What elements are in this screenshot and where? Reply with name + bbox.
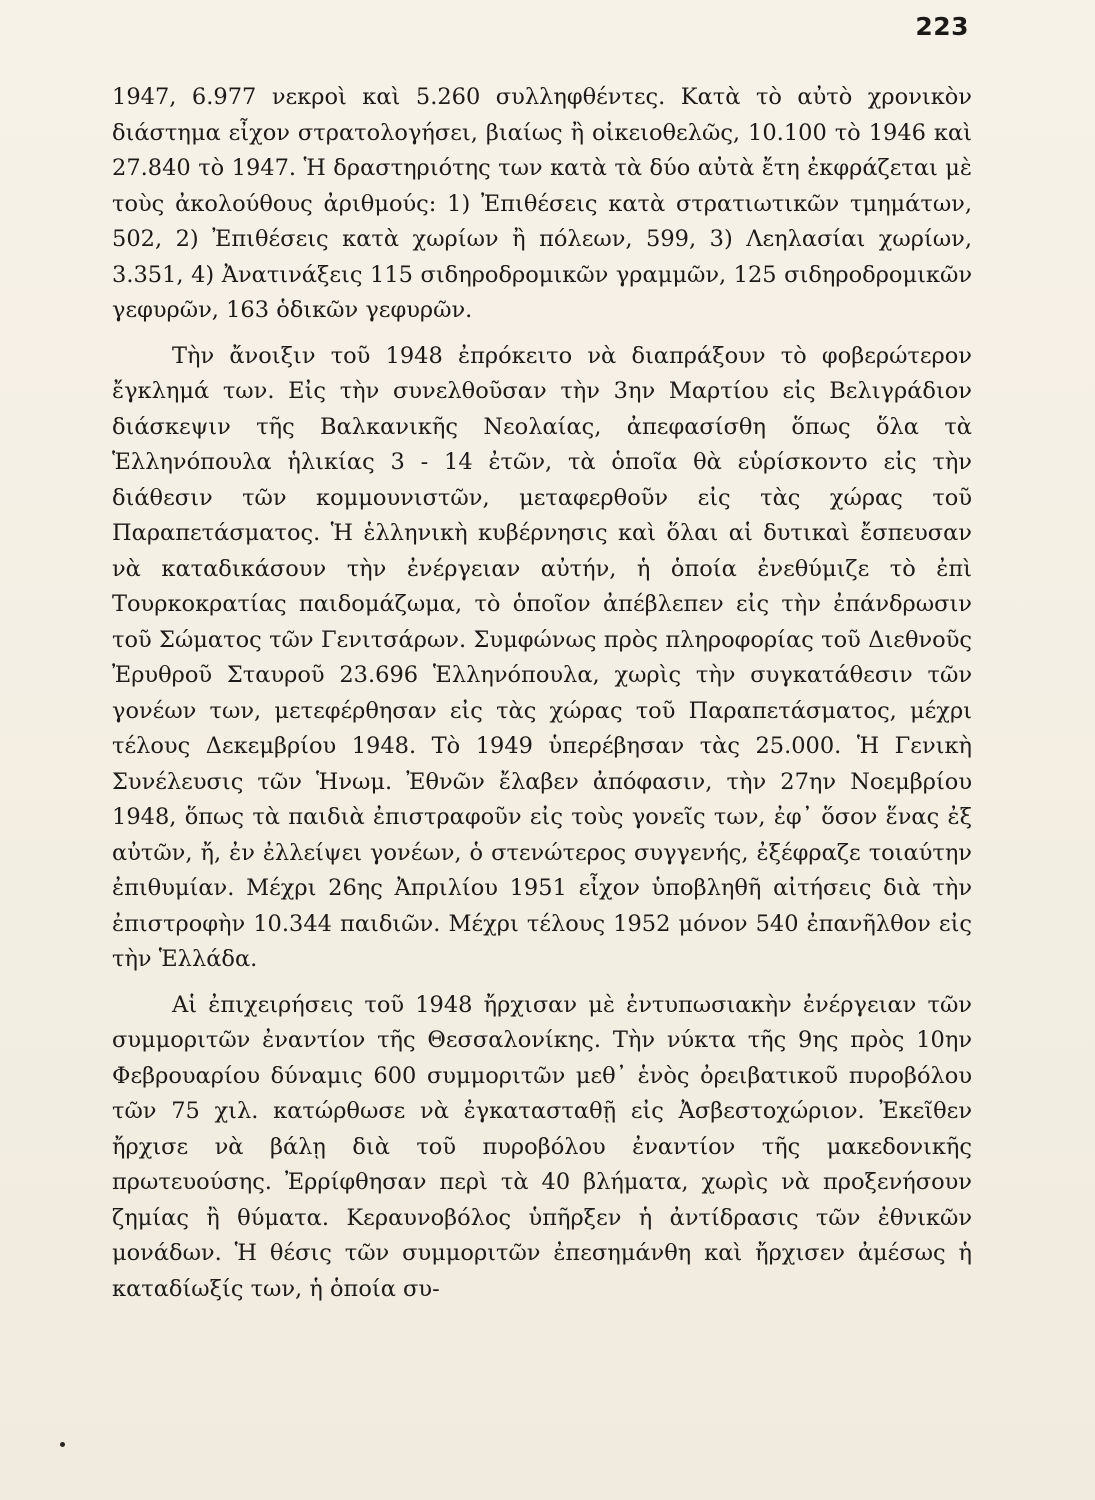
paragraph-children-abduction: Τὴν ἄνοιξιν τοῦ 1948 ἐπρόκειτο νὰ διαπράξουν τὸ φοβερώτερον ἔγκλημά των. Εἰς τὴν συνελθοῦσαν τὴν 3ην Μαρτίου εἰς Βελιγράδιον διάσκεψιν τῆς Βαλκανικῆς Νεολαίας, ἀπεφασίσθη ὅπως ὅλα τὰ Ἑλληνόπουλα ἡλικίας 3 - 14 ἐτῶν, τὰ ὁποῖα θὰ εὑρίσκοντο εἰς τὴν διάθεσιν τῶν κομμουνιστῶν, μεταφερθοῦν εἰς τὰς χώρας τοῦ Παραπετάσματος. Ἡ ἑλληνικὴ κυβέρνησις καὶ ὅλαι αἱ δυτικαὶ ἔσπευσαν νὰ καταδικάσουν τὴν ἐνέργειαν αὐτήν, ἡ ὁποία ἐνεθύμιζε τὸ ἐπὶ Τουρκοκρατίας παιδομάζωμα, τὸ ὁποῖον ἀπέβλεπεν εἰς τὴν ἐπάνδρωσιν τοῦ Σώματος τῶν Γενιτσάρων. Συμφώνως πρὸς πληροφορίας τοῦ Διεθνοῦς Ἐρυθροῦ Σταυροῦ 23.696 Ἑλληνόπουλα, χωρὶς τὴν συγκατάθεσιν τῶν γονέων των, μετεφέρθησαν εἰς τὰς χώρας τοῦ Παραπετάσματος, μέχρι τέλους Δεκεμβρίου 1948. Τὸ 1949 ὑπερέβησαν τὰς 25.000. Ἡ Γενικὴ Συνέλευσις τῶν Ἡνωμ. Ἐθνῶν ἔλαβεν ἀπόφασιν, τὴν 27ην Νοεμβρίου 1948, ὅπως τὰ παιδιὰ ἐπιστραφοῦν εἰς τοὺς γονεῖς των, ἐφ᾽ ὅσον ἕνας ἐξ αὐτῶν, ἤ, ἐν ἐλλείψει γονέων, ὁ στενώτερος συγγενής, ἐξέφραζε τοιαύτην ἐπιθυμίαν. Μέχρι 26ης Ἀπριλίου 1951 εἶχον ὑποβληθῆ αἰτήσεις διὰ τὴν ἐπιστροφὴν 10.344 παιδιῶν. Μέχρι τέλους 1952 μόνον 540 ἐπανῆλθον εἰς τὴν Ἑλλάδα. — [112, 342, 972, 972]
body-text — [112, 80, 972, 1307]
margin-speck — [60, 1442, 65, 1447]
paragraph-operations-1948: Αἱ ἐπιχειρήσεις τοῦ 1948 ἤρχισαν μὲ ἐντυπωσιακὴν ἐνέργειαν τῶν συμμοριτῶν ἐναντίον τῆς Θεσσαλονίκης. Τὴν νύκτα τῆς 9ης πρὸς 10ην Φεβρουαρίου δύναμις 600 συμμοριτῶν μεθ᾽ ἑνὸς ὀρειβατικοῦ πυροβόλου τῶν 75 χιλ. κατώρθωσε νὰ ἐγκατασταθῇ εἰς Ἀσβεστοχώριον. Ἐκεῖθεν ἤρχισε νὰ βάλῃ διὰ τοῦ πυροβόλου ἐναντίον τῆς μακεδονικῆς πρωτευούσης. Ἐρρίφθησαν περὶ τὰ 40 βλήματα, χωρὶς νὰ προξενήσουν ζημίας ἢ θύματα. Κεραυνοβόλος ὑπῆρξεν ἡ ἀντίδρασις τῶν ἐθνικῶν μονάδων. Ἡ θέσις τῶν συμμοριτῶν ἐπεσημάνθη καὶ ἤρχισεν ἀμέσως ἡ καταδίωξίς των, ἡ ὁποία συ- — [112, 991, 972, 1302]
page-number: 223 — [915, 12, 969, 41]
paragraph-continuation: 1947, 6.977 νεκροὶ καὶ 5.260 συλληφθέντες. Κατὰ τὸ αὐτὸ χρονικὸν διάστημα εἶχον στρατολογήσει, βιαίως ἢ οἰκειοθελῶς, 10.100 τὸ 1946 καὶ 27.840 τὸ 1947. Ἡ δραστηριότης των κατὰ τὰ δύο αὐτὰ ἔτη ἐκφράζεται μὲ τοὺς ἀκολούθους ἀριθμούς: 1) Ἐπιθέσεις κατὰ στρατιωτικῶν τμημάτων, 502, 2) Ἐπιθέσεις κατὰ χωρίων ἢ πόλεων, 599, 3) Λεηλασίαι χωρίων, 3.351, 4) Ἀνατινάξεις 115 σιδηροδρομικῶν γραμμῶν, 125 σιδηροδρομικῶν γεφυρῶν, 163 ὁδικῶν γεφυρῶν. — [112, 84, 972, 323]
